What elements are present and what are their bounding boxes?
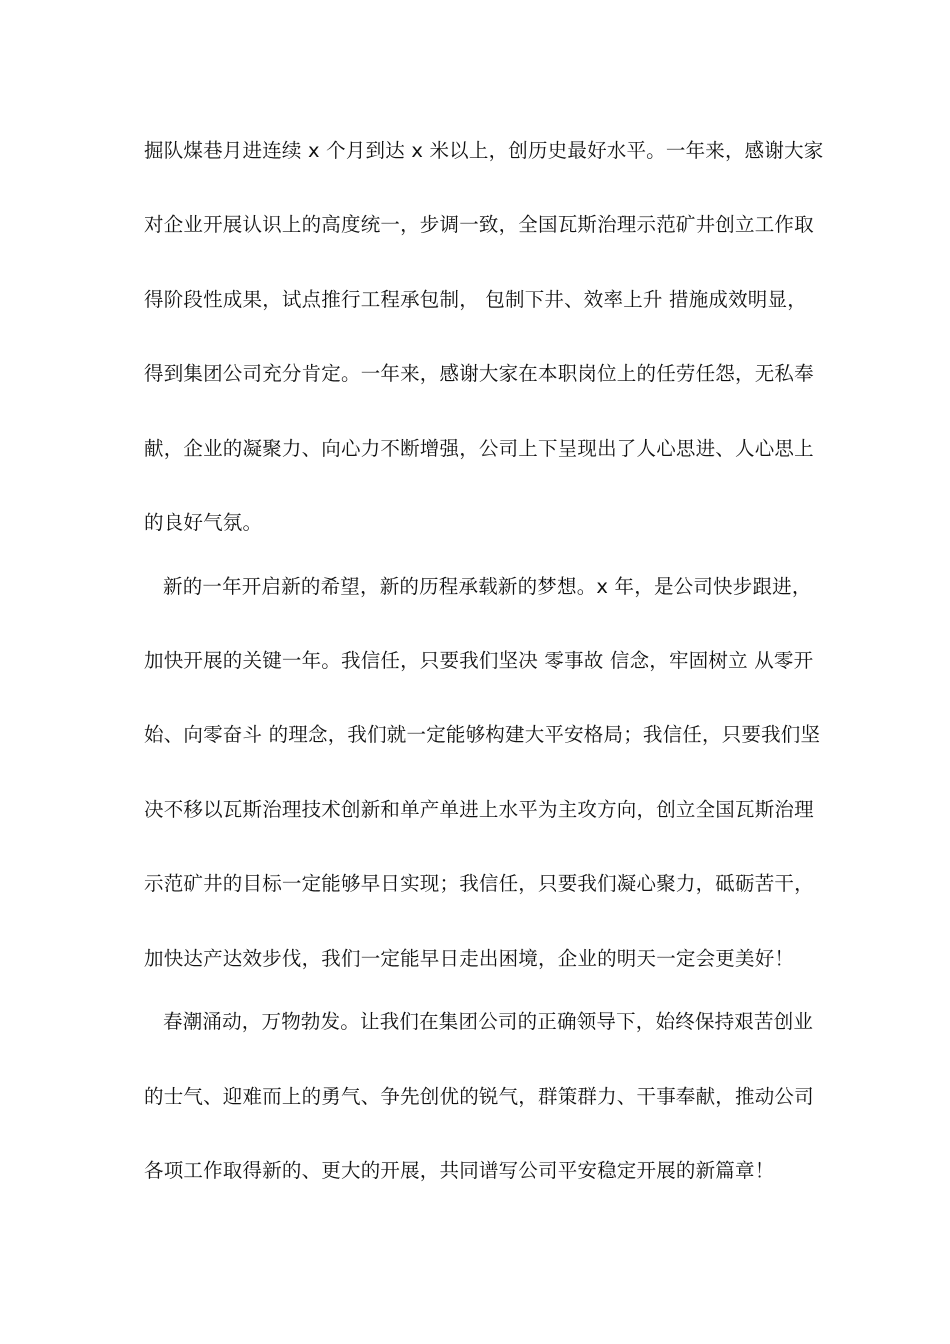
text-line: 示范矿井的目标一定能够早日实现；我信任，只要我们凝心聚力，砥砺苦干，	[144, 872, 814, 895]
text-line: 加快开展的关键一年。我信任，只要我们坚决 零事故 信念，牢固树立 从零开	[144, 649, 814, 672]
text-line: 献，企业的凝聚力、向心力不断增强，公司上下呈现出了人心思进、人心思上	[144, 437, 814, 460]
text-line: 决不移以瓦斯治理技术创新和单产单进上水平为主攻方向，创立全国瓦斯治理	[144, 798, 814, 821]
text-line: 加快达产达效步伐，我们一定能早日走出困境，企业的明天一定会更美好！	[144, 947, 795, 970]
text-line: 各项工作取得新的、更大的开展，共同谱写公司平安稳定开展的新篇章！	[144, 1159, 775, 1182]
text-line: 得阶段性成果，试点推行工程承包制， 包制下井、效率上升 措施成效明显，	[144, 288, 807, 311]
text-line: 对企业开展认识上的高度统一，步调一致，全国瓦斯治理示范矿井创立工作取	[144, 213, 814, 236]
text-line: 掘队煤巷月进连续 x 个月到达 x 米以上，创历史最好水平。一年来，感谢大家	[144, 139, 824, 162]
text-line: 春潮涌动，万物勃发。让我们在集团公司的正确领导下，始终保持艰苦创业	[163, 1010, 814, 1033]
text-line: 的良好气氛。	[144, 511, 263, 534]
text-line: 新的一年开启新的希望，新的历程承载新的梦想。x 年，是公司快步跟进，	[163, 575, 812, 598]
text-line: 始、向零奋斗 的理念，我们就一定能够构建大平安格局；我信任，只要我们坚	[144, 723, 821, 746]
text-line: 的士气、迎难而上的勇气、争先创优的锐气，群策群力、干事奉献，推动公司	[144, 1085, 814, 1108]
text-line: 得到集团公司充分肯定。一年来，感谢大家在本职岗位上的任劳任怨，无私奉	[144, 362, 814, 385]
